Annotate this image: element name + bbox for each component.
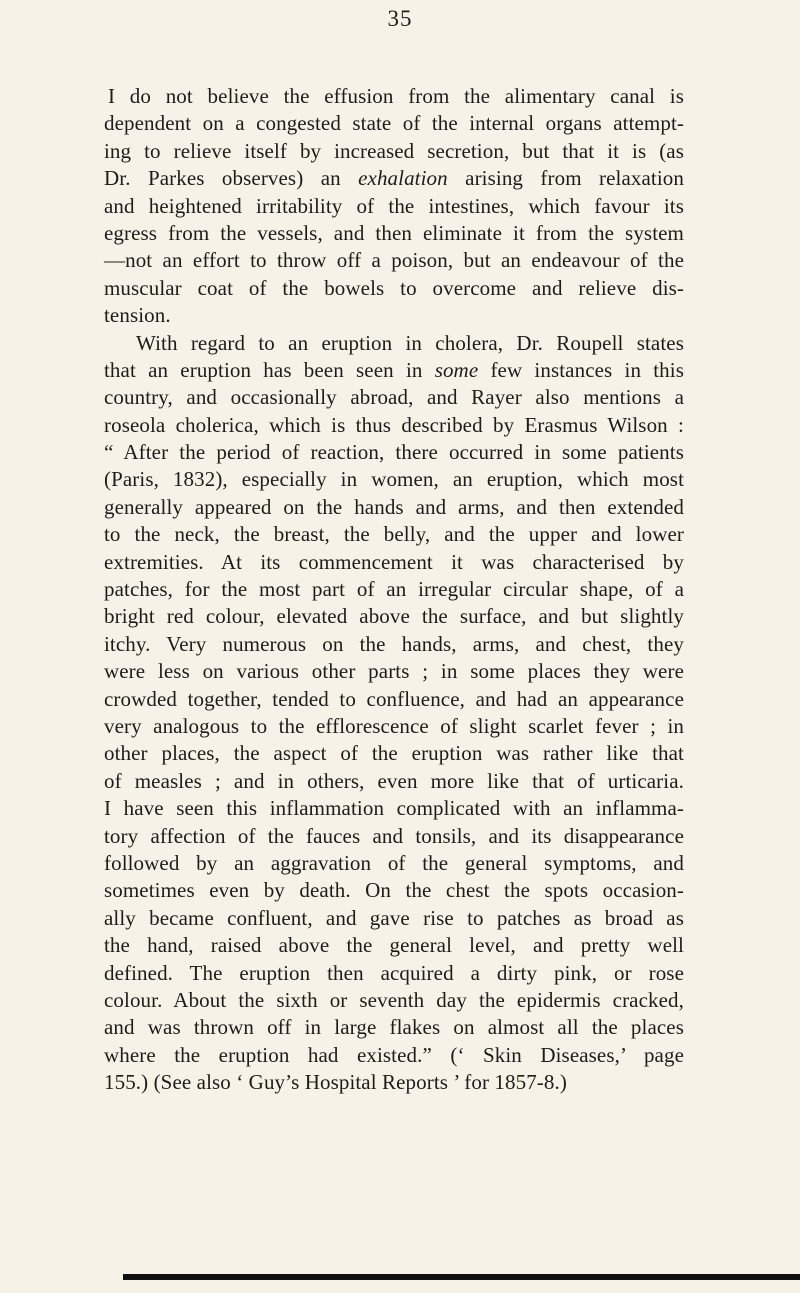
text-line: (Paris, 1832), especially in women, an eruption, which most (104, 467, 684, 492)
text-run: few instances in this (478, 357, 684, 382)
text-line: ing to relieve itself by increased secretion, but that it is (as (104, 138, 684, 163)
text-line: where the eruption had existed.” (‘ Skin Diseases,’ page (104, 1042, 684, 1067)
text-line: crowded together, tended to confluence, and had an appearance (104, 686, 684, 711)
text-line: colour. About the sixth or seventh day the epidermis cracked, (104, 987, 684, 1012)
text-line: sometimes even by death. On the chest the spots occasion- (104, 878, 684, 903)
text-line: 155.) (See also ‘ Guy’s Hospital Reports ’ for 1857-8.) (104, 1070, 567, 1095)
text-line (104, 357, 684, 384)
text-line (104, 165, 684, 192)
text-run: arising from relaxation (447, 166, 684, 191)
text-line: generally appeared on the hands and arms, and then extended (104, 494, 684, 519)
text-line: and was thrown off in large flakes on almost all the places (104, 1015, 684, 1040)
text-line: of measles ; and in others, even more like that of urticaria. (104, 768, 684, 793)
text-line: other places, the aspect of the eruption was rather like that (104, 741, 684, 766)
bottom-scan-edge (123, 1274, 800, 1280)
text-line: to the neck, the breast, the belly, and the upper and lower (104, 522, 684, 547)
text-line: were less on various other parts ; in some places they were (104, 659, 684, 684)
text-line: “ After the period of reaction, there occurred in some patients (104, 440, 684, 465)
text-run: that an eruption has been seen in (104, 357, 435, 382)
text-line: and heightened irritability of the intestines, which favour its (104, 193, 684, 218)
text-line: dependent on a congested state of the internal organs attempt- (104, 111, 684, 136)
page-number: 35 (387, 6, 413, 31)
text-line: egress from the vessels, and then eliminate it from the system (104, 220, 684, 245)
body-text (104, 83, 684, 1096)
text-line: extremities. At its commencement it was characterised by (104, 549, 684, 574)
italic-term-exhalation: exhalation (358, 166, 448, 191)
text-line: muscular coat of the bowels to overcome and relieve dis- (104, 275, 684, 300)
text-line: ally became confluent, and gave rise to patches as broad as (104, 905, 684, 930)
text-line: defined. The eruption then acquired a dirty pink, or rose (104, 960, 684, 985)
text-run: Dr. Parkes observes) an (104, 166, 359, 191)
text-line: followed by an aggravation of the general symptoms, and (104, 850, 684, 875)
text-line: tension. (104, 303, 171, 328)
text-line: I have seen this inflammation complicated with an inflamma- (104, 796, 684, 821)
text-line: —not an effort to throw off a poison, but an endeavour of the (104, 248, 684, 273)
text-line: country, and occasionally abroad, and Rayer also mentions a (104, 385, 684, 410)
text-line: I do not believe the effusion from the alimentary canal is (108, 84, 684, 108)
text-line: very analogous to the efflorescence of slight scarlet fever ; in (104, 713, 684, 738)
text-line: itchy. Very numerous on the hands, arms, and chest, they (104, 631, 684, 656)
text-line: With regard to an eruption in cholera, Dr. Roupell states (136, 330, 684, 355)
text-line: roseola cholerica, which is thus described by Erasmus Wilson : (104, 412, 684, 437)
text-line: the hand, raised above the general level, and pretty well (104, 933, 684, 958)
text-line: bright red colour, elevated above the surface, and but slightly (104, 604, 684, 629)
italic-term-some: some (434, 357, 479, 382)
text-line: patches, for the most part of an irregular circular shape, of a (104, 577, 684, 602)
text-line: tory affection of the fauces and tonsils, and its disappearance (104, 823, 684, 848)
